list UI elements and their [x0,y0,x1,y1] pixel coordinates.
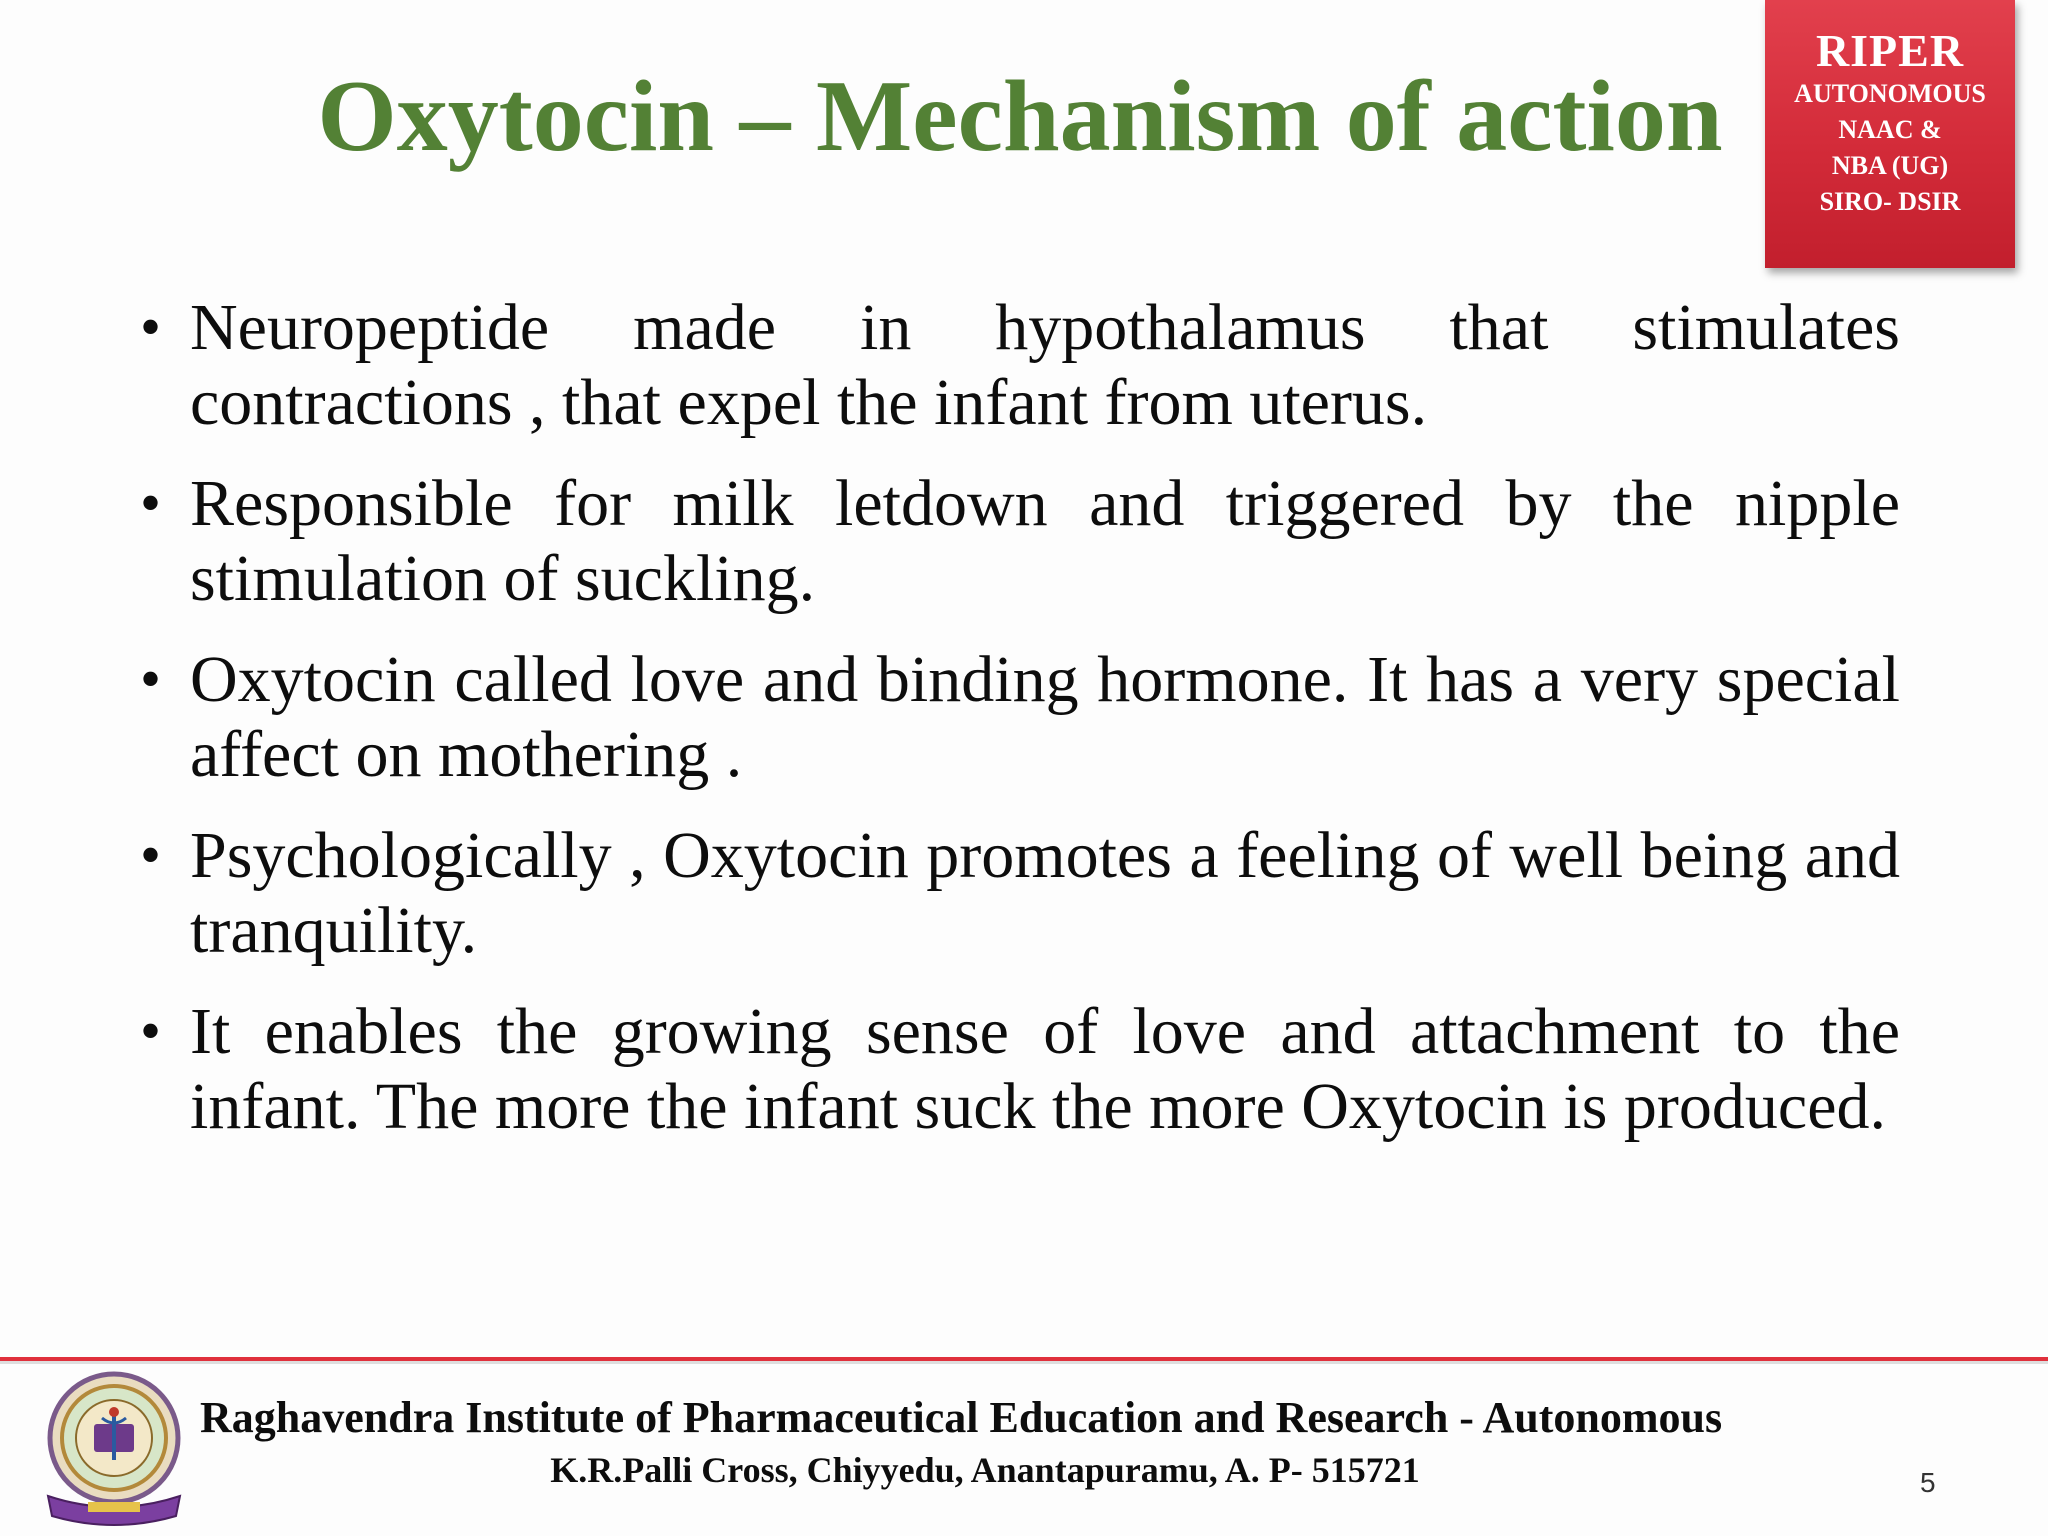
bullet-dot-icon: • [140,822,162,888]
bullet-dot-icon: • [140,294,162,360]
bullet-list [140,290,1900,1170]
bullet-item [140,290,1900,440]
slide-title: Oxytocin – Mechanism of action [317,60,1723,173]
riper-badge [1765,0,2015,268]
bullet-item [140,994,1900,1144]
badge-line-nba: NBA (UG) [1831,151,1949,180]
bullet-text: Responsible for milk letdown and triggered by the nipple stimulation of suckling. [190,467,1900,615]
bullet-text: Oxytocin called love and binding hormone. It has a very special affect on mothering . [190,643,1900,791]
bullet-text: It enables the growing sense of love and attachment to the infant. The more the infant suck the more Oxytocin is produced. [190,995,1900,1143]
bullet-dot-icon: • [140,470,162,536]
badge-line-naac: NAAC & [1838,115,1942,144]
badge-line-siro: SIRO- DSIR [1819,187,1961,216]
bullet-dot-icon: • [140,998,162,1064]
institute-address: K.R.Palli Cross, Chiyyedu, Anantapuramu, A. P- 515721 [550,1450,1420,1490]
bullet-text: Neuropeptide made in hypothalamus that stimulates contractions , that expel the infant from uterus. [190,291,1900,439]
badge-line-autonomous: AUTONOMOUS [1794,79,1986,108]
bullet-text: Psychologically , Oxytocin promotes a feeling of well being and tranquility. [190,819,1900,967]
institute-seal-icon [40,1368,188,1528]
page-number: 5 [1920,1467,1936,1498]
bullet-item [140,818,1900,968]
bullet-dot-icon: • [140,646,162,712]
bullet-item [140,642,1900,792]
footer-divider-shadow [0,1361,2048,1364]
bullet-item [140,466,1900,616]
institute-name: Raghavendra Institute of Pharmaceutical Education and Research - Autonomous [200,1393,1723,1442]
badge-title: RIPER [1815,25,1965,76]
